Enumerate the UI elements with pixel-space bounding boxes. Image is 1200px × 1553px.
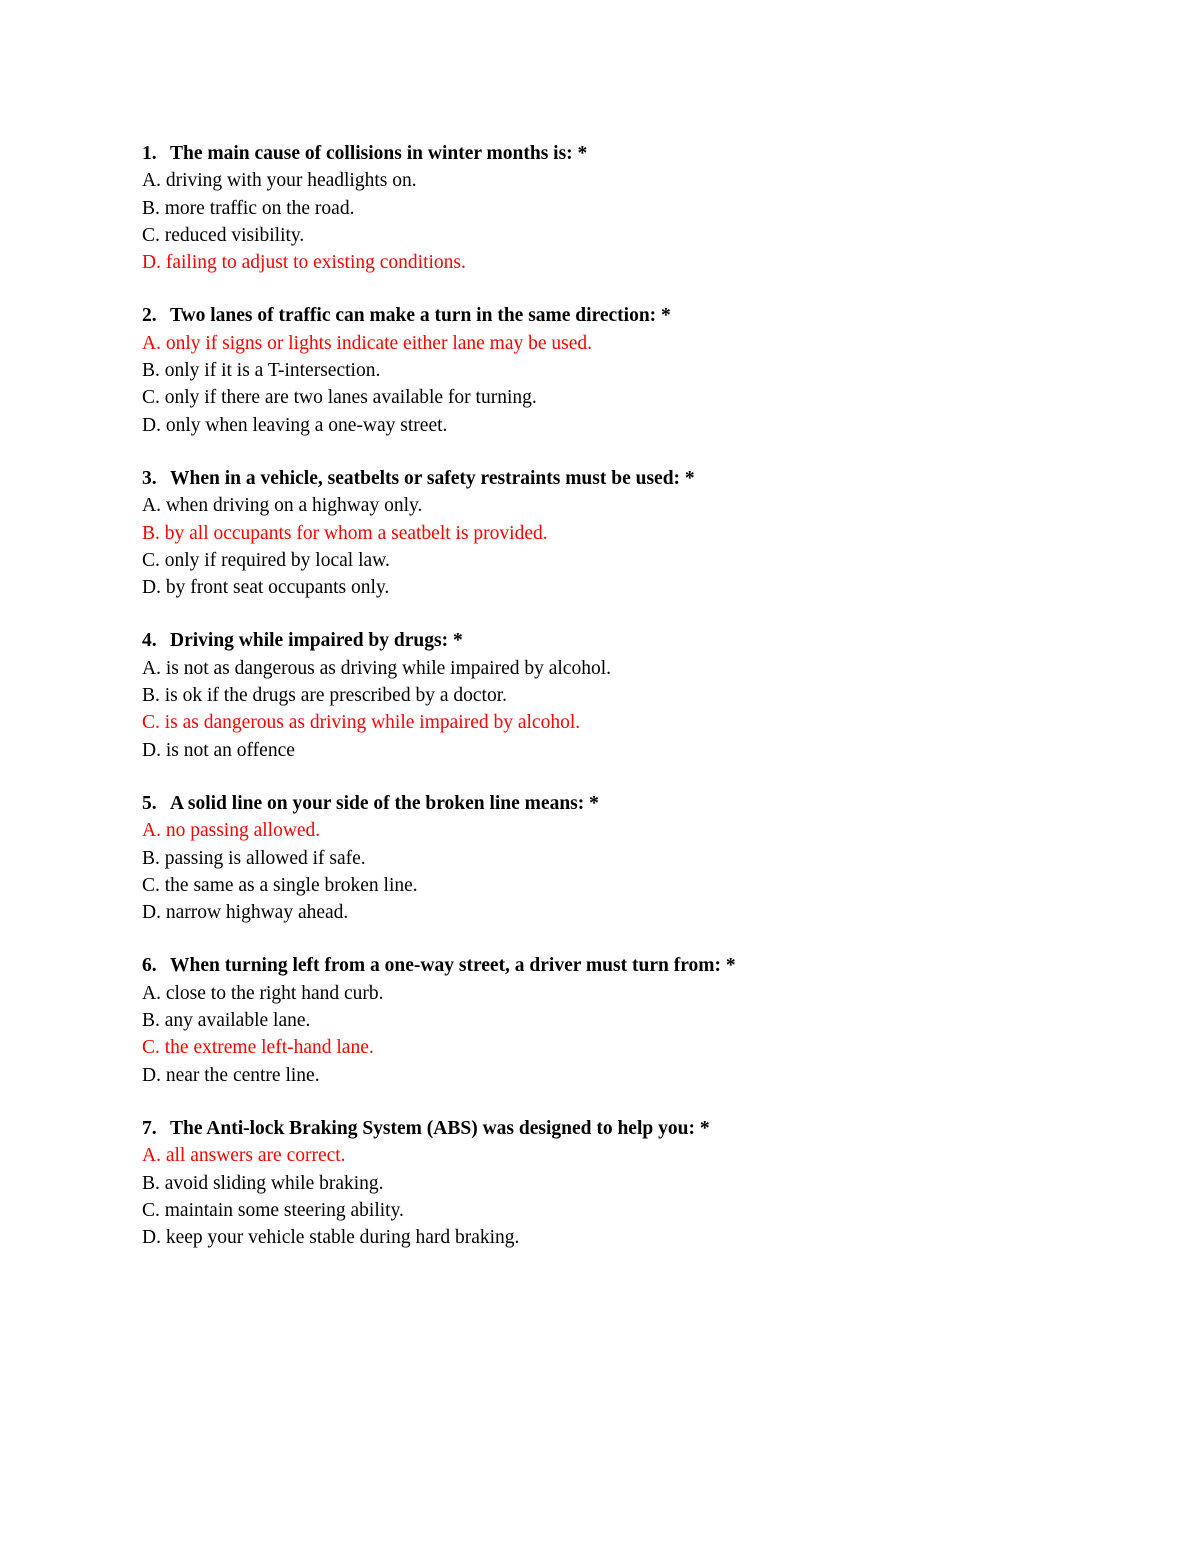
answer-option: A. when driving on a highway only. xyxy=(142,495,423,517)
answer-option: A. only if signs or lights indicate either lane may be used. xyxy=(142,332,593,354)
question-block xyxy=(142,952,1102,1088)
answer-option: D. keep your vehicle stable during hard braking. xyxy=(142,1227,520,1249)
answer-option: D. only when leaving a one-way street. xyxy=(142,414,448,436)
answer-option: A. is not as dangerous as driving while impaired by alcohol. xyxy=(142,657,611,679)
question-text: When turning left from a one-way street, a driver must turn from: * xyxy=(170,955,736,977)
question-block xyxy=(142,627,1102,763)
answer-option: D. narrow highway ahead. xyxy=(142,902,349,924)
answer-option: B. any available lane. xyxy=(142,1010,311,1032)
question-block xyxy=(142,465,1102,601)
answer-option: B. is ok if the drugs are prescribed by a doctor. xyxy=(142,685,507,707)
answer-option: D. by front seat occupants only. xyxy=(142,577,390,599)
answer-option: D. failing to adjust to existing conditions. xyxy=(142,252,466,274)
answer-option: B. only if it is a T-intersection. xyxy=(142,360,381,382)
question-heading xyxy=(142,790,1102,817)
question-text: A solid line on your side of the broken line means: * xyxy=(170,792,599,814)
answer-option: C. maintain some steering ability. xyxy=(142,1199,404,1221)
question-block xyxy=(142,790,1102,926)
question-block xyxy=(142,302,1102,438)
answer-option: A. no passing allowed. xyxy=(142,820,321,842)
question-number: 4. xyxy=(142,630,157,652)
answer-option: C. only if there are two lanes available for turning. xyxy=(142,387,537,409)
question-text: The main cause of collisions in winter months is: * xyxy=(170,143,588,164)
question-number: 6. xyxy=(142,955,157,977)
quiz-list xyxy=(142,140,1102,1277)
question-heading xyxy=(142,952,1102,979)
answer-option: C. the extreme left-hand lane. xyxy=(142,1037,374,1059)
answer-option: B. avoid sliding while braking. xyxy=(142,1172,384,1194)
question-heading xyxy=(142,140,1102,167)
answer-option: B. by all occupants for whom a seatbelt is provided. xyxy=(142,522,548,544)
question-block xyxy=(142,1115,1102,1251)
question-heading xyxy=(142,302,1102,329)
question-number: 1. xyxy=(142,143,157,164)
question-number: 3. xyxy=(142,467,157,489)
answer-option: A. close to the right hand curb. xyxy=(142,982,384,1004)
question-number: 5. xyxy=(142,792,157,814)
answer-option: B. passing is allowed if safe. xyxy=(142,847,366,869)
question-text: When in a vehicle, seatbelts or safety restraints must be used: * xyxy=(170,467,695,489)
answer-option: D. near the centre line. xyxy=(142,1064,320,1086)
question-number: 7. xyxy=(142,1117,157,1139)
answer-option: C. only if required by local law. xyxy=(142,549,390,571)
answer-option: C. the same as a single broken line. xyxy=(142,874,418,896)
answer-option: C. reduced visibility. xyxy=(142,224,305,246)
question-heading xyxy=(142,1115,1102,1142)
answer-option: C. is as dangerous as driving while impaired by alcohol. xyxy=(142,712,581,734)
question-heading xyxy=(142,465,1102,492)
question-heading xyxy=(142,627,1102,654)
question-text: The Anti-lock Braking System (ABS) was designed to help you: * xyxy=(170,1117,710,1139)
question-text: Two lanes of traffic can make a turn in the same direction: * xyxy=(170,305,671,327)
answer-option: A. all answers are correct. xyxy=(142,1145,346,1167)
question-text: Driving while impaired by drugs: * xyxy=(170,630,463,652)
answer-option: A. driving with your headlights on. xyxy=(142,170,417,192)
answer-option: D. is not an offence xyxy=(142,739,295,761)
question-number: 2. xyxy=(142,305,157,327)
answer-option: B. more traffic on the road. xyxy=(142,197,355,219)
question-block xyxy=(142,140,1102,276)
